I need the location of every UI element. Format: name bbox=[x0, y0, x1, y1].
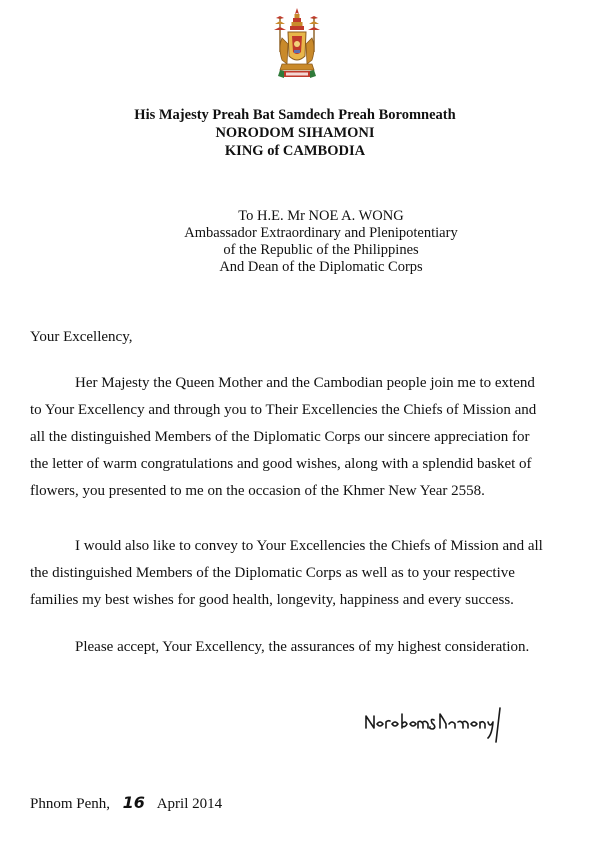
royal-crest-icon bbox=[268, 8, 326, 82]
paragraph-line: families my best wishes for good health, longevity, happiness and every success. bbox=[30, 592, 514, 608]
royal-header bbox=[0, 106, 590, 160]
salutation: Your Excellency, bbox=[30, 329, 133, 345]
paragraph-line: Please accept, Your Excellency, the assurances of my highest consideration. bbox=[75, 639, 530, 655]
addressee-block bbox=[0, 208, 590, 276]
addressee-role: And Dean of the Diplomatic Corps bbox=[219, 259, 423, 275]
addressee-title: Ambassador Extraordinary and Plenipotentiary bbox=[184, 225, 458, 241]
paragraph-line: to Your Excellency and through you to Their Excellencies the Chiefs of Mission and bbox=[30, 402, 537, 418]
addressee-country: of the Republic of the Philippines bbox=[223, 242, 419, 258]
body-paragraph-1 bbox=[30, 370, 570, 505]
place: Phnom Penh, bbox=[30, 796, 111, 812]
king-name: NORODOM SIHAMONI bbox=[215, 125, 375, 141]
handwritten-day: 16 bbox=[122, 793, 145, 812]
closing-paragraph bbox=[30, 634, 570, 661]
paragraph-line: flowers, you presented to me on the occasion of the Khmer New Year 2558. bbox=[30, 483, 485, 499]
paragraph-line: all the distinguished Members of the Diplomatic Corps our sincere appreciation for bbox=[30, 429, 530, 445]
month-year: April 2014 bbox=[156, 796, 223, 812]
addressee-name: To H.E. Mr NOE A. WONG bbox=[238, 208, 404, 224]
king-country: KING of CAMBODIA bbox=[224, 143, 366, 159]
body-paragraph-2 bbox=[30, 533, 570, 614]
paragraph-line: I would also like to convey to Your Excellencies the Chiefs of Mission and all bbox=[75, 538, 543, 554]
paragraph-line: the distinguished Members of the Diplomatic Corps as well as to your respective bbox=[30, 565, 515, 581]
royal-title: His Majesty Preah Bat Samdech Preah Boromneath bbox=[134, 107, 456, 123]
paragraph-line: Her Majesty the Queen Mother and the Cambodian people join me to extend bbox=[75, 375, 535, 391]
paragraph-line: the letter of warm congratulations and good wishes, along with a splendid basket of bbox=[30, 456, 532, 472]
dateline bbox=[30, 793, 222, 813]
handwritten-signature bbox=[360, 698, 510, 748]
